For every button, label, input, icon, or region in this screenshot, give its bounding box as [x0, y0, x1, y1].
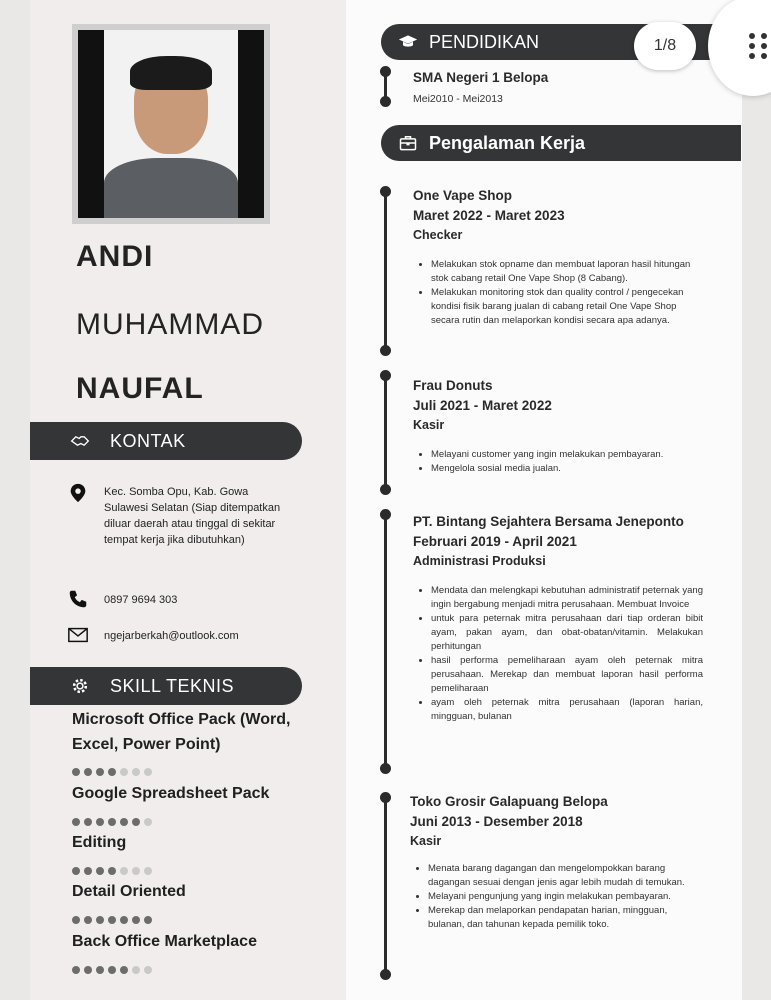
skill-rating [72, 818, 152, 826]
rating-dot-empty [144, 966, 152, 974]
rating-dot-filled [84, 867, 92, 875]
rating-dot-empty [132, 966, 140, 974]
rating-dot-empty [144, 818, 152, 826]
job-period: Februari 2019 - April 2021 [413, 534, 577, 549]
rating-dot-filled [84, 768, 92, 776]
graduation-cap-icon [397, 32, 419, 52]
contact-handshake-icon [70, 431, 90, 451]
grid-dots-icon [748, 32, 770, 60]
skill-item: Editing [72, 834, 127, 851]
skill-item: Microsoft Office Pack (Word, Excel, Power Point) [72, 711, 291, 753]
experience-timeline [384, 795, 387, 975]
timeline-dot [380, 792, 391, 803]
job-bullet: • untuk para peternak mitra perusahaan dari tiap orderan bibit ayam, pakan ayam, dan obat-obatan/vitamin. Melakukan perhitungan [431, 612, 703, 654]
skill-item: Google Spreadsheet Pack [72, 785, 270, 802]
timeline-dot [380, 96, 391, 107]
education-title: PENDIDIKAN [429, 31, 540, 52]
rating-dot-filled [120, 966, 128, 974]
job-period: Juli 2021 - Maret 2022 [413, 398, 552, 413]
rating-dot-filled [120, 818, 128, 826]
education-school: SMA Negeri 1 Belopa [413, 70, 549, 85]
job-role: Administrasi Produksi [413, 554, 546, 568]
job-role: Kasir [413, 418, 445, 432]
job-bullet: • Melayani customer yang ingin melakukan pembayaran. [431, 448, 675, 462]
timeline-dot [380, 345, 391, 356]
job-bullet: • Mendata dan melengkapi kebutuhan administratif peternak yang ingin bergabung menjadi mitra perusahaan. Membuat Invoice [431, 584, 703, 612]
timeline-dot [380, 370, 391, 381]
job-bullet: • Mengelola sosial media jualan. [431, 462, 675, 476]
rating-dot-filled [120, 916, 128, 924]
briefcase-icon [397, 133, 419, 153]
rating-dot-filled [96, 768, 104, 776]
gear-icon [70, 676, 90, 696]
rating-dot-filled [72, 916, 80, 924]
timeline-dot [380, 763, 391, 774]
job-entry [413, 376, 683, 476]
experience-timeline [384, 512, 387, 770]
job-bullet: • Melakukan stok opname dan membuat laporan hasil hitungan stok cabang retail One Vape Shop (8 Cabang). [431, 258, 703, 286]
education-date: Mei2010 - Mei2013 [413, 93, 503, 105]
rating-dot-filled [132, 818, 140, 826]
rating-dot-empty [132, 867, 140, 875]
rating-dot-filled [84, 966, 92, 974]
rating-dot-filled [96, 818, 104, 826]
job-role: Checker [413, 228, 463, 242]
rating-dot-filled [72, 966, 80, 974]
rating-dot-filled [84, 916, 92, 924]
job-company: One Vape Shop [413, 188, 513, 203]
experience-header [381, 125, 741, 161]
skills-title: SKILL TEKNIS [110, 675, 235, 696]
skill-rating [72, 867, 152, 875]
rating-dot-empty [144, 768, 152, 776]
contact-phone [66, 588, 177, 610]
job-bullet: • hasil performa pemeliharaan ayam oleh peternak mitra perusahaan. Merekap dan membuat laporan hasil performa pemeliharaan [431, 654, 703, 696]
job-entry [410, 792, 690, 932]
rating-dot-empty [144, 867, 152, 875]
page-indicator[interactable]: 1/8 [634, 22, 696, 70]
rating-dot-empty [132, 768, 140, 776]
rating-dot-filled [108, 867, 116, 875]
experience-timeline [384, 190, 387, 352]
name-line-2: MUHAMMAD [76, 308, 264, 341]
contact-email [66, 624, 239, 646]
rating-dot-filled [144, 916, 152, 924]
job-bullet: • Melakukan monitoring stok dan quality control / pengecekan kondisi fisik barang jualan di cabang retail One Vape Shop secara rutin dan melaporkan kondisi secara apa adanya. [431, 286, 703, 328]
rating-dot-filled [84, 818, 92, 826]
rating-dot-filled [108, 768, 116, 776]
job-period: Maret 2022 - Maret 2023 [413, 208, 565, 223]
address-text: Kec. Somba Opu, Kab. Gowa Sulawesi Selatan (Siap ditempatkan diluar daerah atau tinggal di sekitar tempat kerja jika dibutuhkan) [104, 486, 281, 546]
timeline-dot [380, 484, 391, 495]
location-pin-icon [66, 482, 90, 504]
name-line-3: NAUFAL [76, 372, 204, 405]
contact-address [66, 482, 296, 548]
rating-dot-filled [132, 916, 140, 924]
job-period: Juni 2013 - Desember 2018 [410, 814, 583, 829]
skill-rating [72, 966, 152, 974]
email-icon [66, 624, 90, 646]
profile-photo [72, 24, 270, 224]
name-line-1: ANDI [76, 240, 154, 273]
rating-dot-filled [72, 867, 80, 875]
rating-dot-empty [120, 768, 128, 776]
skill-item: Back Office Marketplace [72, 933, 257, 950]
rating-dot-filled [72, 818, 80, 826]
skills-header [30, 667, 302, 705]
job-entry [413, 186, 713, 328]
rating-dot-filled [108, 916, 116, 924]
job-company: PT. Bintang Sejahtera Bersama Jeneponto [413, 514, 684, 529]
timeline-dot [380, 969, 391, 980]
rating-dot-filled [96, 916, 104, 924]
rating-dot-filled [108, 818, 116, 826]
phone-text: 0897 9694 303 [104, 594, 178, 606]
job-bullet: • Melayani pengunjung yang ingin melakukan pembayaran. [428, 890, 692, 904]
job-bullet: • ayam oleh peternak mitra perusahaan (laporan harian, mingguan, bulanan [431, 696, 703, 724]
job-entry [413, 512, 723, 724]
job-company: Frau Donuts [413, 378, 493, 393]
job-company: Toko Grosir Galapuang Belopa [410, 794, 608, 809]
skill-rating [72, 768, 152, 776]
skill-rating [72, 916, 152, 924]
experience-title: Pengalaman Kerja [429, 132, 586, 153]
rating-dot-empty [120, 867, 128, 875]
experience-timeline [384, 373, 387, 491]
skill-item: Detail Oriented [72, 883, 186, 900]
timeline-dot [380, 66, 391, 77]
rating-dot-filled [72, 768, 80, 776]
timeline-dot [380, 186, 391, 197]
rating-dot-filled [96, 966, 104, 974]
rating-dot-filled [96, 867, 104, 875]
email-text: ngejarberkah@outlook.com [104, 630, 239, 642]
contact-title: KONTAK [110, 430, 186, 451]
rating-dot-filled [108, 966, 116, 974]
timeline-dot [380, 509, 391, 520]
contact-header [30, 422, 302, 460]
job-role: Kasir [410, 834, 442, 848]
job-bullet: • Menata barang dagangan dan mengelompokkan barang dagangan sesuai dengan jenis agar lebih mudah di temukan. [428, 862, 692, 890]
job-bullet: • Merekap dan melaporkan pendapatan harian, mingguan, bulanan, dan tahunan kepada pemilik toko. [428, 904, 692, 932]
phone-icon [66, 588, 90, 610]
